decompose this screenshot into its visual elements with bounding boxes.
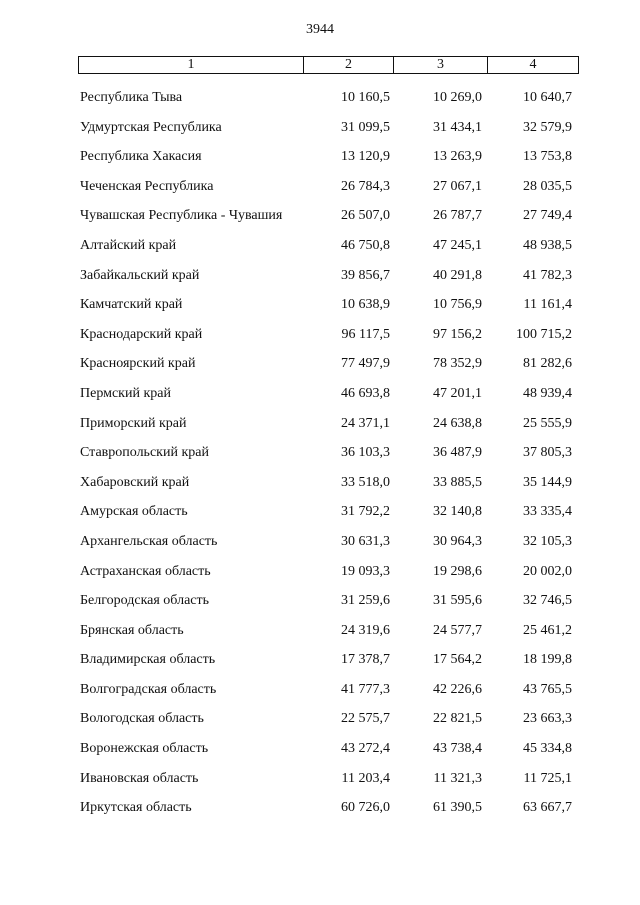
value-col-2: 26 507,0: [341, 208, 390, 224]
column-header-1: 1: [79, 57, 304, 74]
value-col-4: 35 144,9: [523, 474, 572, 490]
table-row: [78, 557, 574, 587]
value-col-2: 26 784,3: [341, 178, 390, 194]
value-col-4: 25 461,2: [523, 622, 572, 638]
value-col-4: 37 805,3: [523, 445, 572, 461]
region-name: Республика Тыва: [80, 90, 183, 105]
region-name: Волгоградская область: [80, 681, 217, 697]
table-row: [78, 201, 574, 231]
region-name: Удмуртская Республика: [80, 119, 222, 135]
value-col-4: 23 663,3: [523, 711, 572, 727]
data-rows: [78, 83, 574, 823]
region-name: Иркутская область: [80, 800, 192, 816]
value-col-3: 40 291,8: [433, 267, 482, 283]
value-col-3: 78 352,9: [433, 356, 482, 372]
value-col-2: 17 378,7: [341, 652, 390, 668]
value-col-3: 31 595,6: [433, 593, 482, 609]
value-col-2: 13 120,9: [341, 149, 390, 165]
value-col-2: 11 203,4: [341, 770, 390, 786]
table-row: [78, 142, 574, 172]
region-name: Архангельская область: [80, 533, 218, 549]
value-col-3: 27 067,1: [433, 178, 482, 194]
region-name: Хабаровский край: [80, 474, 190, 490]
column-header-row: [79, 57, 579, 74]
region-name: Красноярский край: [80, 356, 196, 372]
value-col-4: 32 579,9: [523, 119, 572, 135]
table-row: [78, 379, 574, 409]
value-col-2: 96 117,5: [341, 326, 390, 342]
table-row: [78, 527, 574, 557]
region-name: Алтайский край: [80, 237, 177, 253]
table-row: [78, 231, 574, 261]
value-col-4: 81 282,6: [523, 356, 572, 372]
value-col-3: 11 321,3: [433, 770, 482, 786]
value-col-2: 36 103,3: [341, 445, 390, 461]
value-col-2: 31 099,5: [341, 119, 390, 135]
value-col-3: 30 964,3: [433, 533, 482, 549]
region-name: Ивановская область: [80, 770, 199, 786]
value-col-3: 33 885,5: [433, 474, 482, 490]
region-name: Камчатский край: [80, 297, 183, 313]
table-row: [78, 113, 574, 143]
value-col-4: 100 715,2: [516, 326, 572, 342]
value-col-4: 32 105,3: [523, 533, 572, 549]
table-row: [78, 675, 574, 705]
value-col-3: 36 487,9: [433, 445, 482, 461]
value-col-2: 22 575,7: [341, 711, 390, 727]
region-name: Воронежская область: [80, 741, 209, 757]
value-col-4: 45 334,8: [523, 741, 572, 757]
table-row: [78, 616, 574, 646]
value-col-3: 26 787,7: [433, 208, 482, 224]
region-name: Астраханская область: [80, 563, 211, 579]
value-col-4: 41 782,3: [523, 267, 572, 283]
value-col-3: 19 298,6: [433, 563, 482, 579]
value-col-3: 43 738,4: [433, 741, 482, 757]
table-row: [78, 645, 574, 675]
region-name: Владимирская область: [80, 652, 216, 668]
region-name: Брянская область: [80, 622, 184, 638]
value-col-3: 31 434,1: [433, 119, 482, 135]
value-col-2: 46 750,8: [341, 237, 390, 253]
value-col-3: 47 201,1: [433, 385, 482, 401]
column-header-3: 3: [394, 57, 488, 74]
value-col-2: 77 497,9: [341, 356, 390, 372]
table-row: [78, 764, 574, 794]
value-col-4: 48 938,5: [523, 237, 572, 253]
value-col-4: 32 746,5: [523, 593, 572, 609]
table-row: [78, 586, 574, 616]
region-name: Ставропольский край: [80, 445, 209, 461]
value-col-2: 43 272,4: [341, 741, 390, 757]
table-row: [78, 349, 574, 379]
value-col-3: 47 245,1: [433, 237, 482, 253]
region-name: Краснодарский край: [80, 326, 203, 342]
value-col-2: 31 792,2: [341, 504, 390, 520]
value-col-4: 33 335,4: [523, 504, 572, 520]
value-col-4: 13 753,8: [523, 149, 572, 165]
page-number: 3944: [306, 22, 334, 37]
value-col-3: 10 269,0: [433, 90, 482, 105]
value-col-2: 24 371,1: [341, 415, 390, 431]
value-col-4: 48 939,4: [523, 385, 572, 401]
table-row: [78, 261, 574, 291]
column-header-4: 4: [488, 57, 579, 74]
value-col-4: 28 035,5: [523, 178, 572, 194]
value-col-4: 63 667,7: [523, 800, 572, 816]
value-col-2: 33 518,0: [341, 474, 390, 490]
region-name: Чеченская Республика: [80, 178, 214, 194]
region-name: Амурская область: [80, 504, 188, 520]
value-col-3: 97 156,2: [433, 326, 482, 342]
value-col-4: 10 640,7: [523, 90, 572, 105]
table-row: [78, 83, 574, 113]
value-col-3: 17 564,2: [433, 652, 482, 668]
region-name: Забайкальский край: [80, 267, 200, 283]
region-name: Чувашская Республика - Чувашия: [80, 208, 283, 224]
value-col-2: 31 259,6: [341, 593, 390, 609]
value-col-4: 25 555,9: [523, 415, 572, 431]
table-row: [78, 438, 574, 468]
table-row: [78, 172, 574, 202]
value-col-4: 20 002,0: [523, 563, 572, 579]
value-col-2: 24 319,6: [341, 622, 390, 638]
value-col-2: 46 693,8: [341, 385, 390, 401]
value-col-3: 32 140,8: [433, 504, 482, 520]
table-row: [78, 320, 574, 350]
value-col-4: 11 161,4: [523, 297, 572, 313]
value-col-4: 18 199,8: [523, 652, 572, 668]
region-name: Приморский край: [80, 415, 187, 431]
value-col-3: 10 756,9: [433, 297, 482, 313]
table-row: [78, 497, 574, 527]
column-header-2: 2: [304, 57, 394, 74]
value-col-3: 61 390,5: [433, 800, 482, 816]
value-col-2: 41 777,3: [341, 681, 390, 697]
table-row: [78, 793, 574, 823]
value-col-3: 24 638,8: [433, 415, 482, 431]
value-col-2: 10 638,9: [341, 297, 390, 313]
value-col-3: 22 821,5: [433, 711, 482, 727]
value-col-3: 42 226,6: [433, 681, 482, 697]
region-name: Белгородская область: [80, 593, 210, 609]
table-row: [78, 468, 574, 498]
value-col-4: 43 765,5: [523, 681, 572, 697]
value-col-2: 30 631,3: [341, 533, 390, 549]
value-col-4: 27 749,4: [523, 208, 572, 224]
value-col-2: 10 160,5: [341, 90, 390, 105]
column-header-table: [78, 56, 579, 74]
region-name: Вологодская область: [80, 711, 204, 727]
value-col-2: 60 726,0: [341, 800, 390, 816]
value-col-2: 19 093,3: [341, 563, 390, 579]
table-row: [78, 409, 574, 439]
table-row: [78, 704, 574, 734]
table-row: [78, 290, 574, 320]
value-col-2: 39 856,7: [341, 267, 390, 283]
table-row: [78, 734, 574, 764]
value-col-4: 11 725,1: [523, 770, 572, 786]
value-col-3: 24 577,7: [433, 622, 482, 638]
region-name: Республика Хакасия: [80, 149, 202, 165]
region-name: Пермский край: [80, 385, 171, 401]
value-col-3: 13 263,9: [433, 149, 482, 165]
